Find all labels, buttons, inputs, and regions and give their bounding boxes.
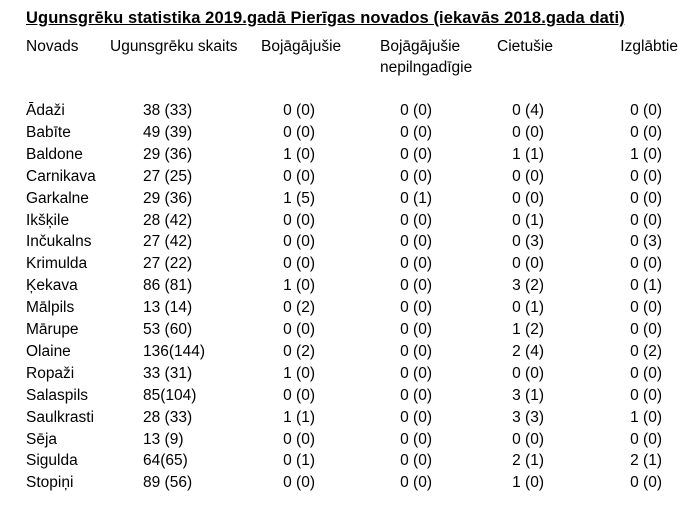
cell-ugunsgreku-skaits: 27 (42) bbox=[143, 233, 193, 251]
cell-izglabtie: 0 (0) bbox=[630, 364, 662, 382]
cell-ugunsgreku-skaits: 29 (36) bbox=[143, 189, 193, 207]
cell-izglabtie: 0 (0) bbox=[630, 211, 662, 229]
cell-bojagajusie: 0 (2) bbox=[283, 342, 315, 360]
cell-ugunsgreku-skaits: 49 (39) bbox=[143, 123, 193, 141]
cell-bojagajusie: 0 (1) bbox=[283, 452, 315, 470]
cell-cietusie: 2 (4) bbox=[512, 342, 544, 360]
cell-novads: Stopiņi bbox=[26, 474, 74, 492]
cell-izglabtie: 0 (2) bbox=[630, 342, 662, 360]
cell-novads: Mārupe bbox=[26, 321, 79, 338]
cell-novads: Ādaži bbox=[26, 102, 65, 119]
cell-bojagajusie: 0 (0) bbox=[283, 255, 315, 273]
cell-ugunsgreku-skaits: 89 (56) bbox=[143, 474, 193, 492]
cell-novads: Olaine bbox=[26, 342, 71, 360]
cell-izglabtie: 0 (0) bbox=[630, 321, 662, 338]
cell-bojagajusie: 0 (0) bbox=[283, 123, 315, 141]
cell-novads: Sigulda bbox=[26, 452, 78, 470]
table-row bbox=[0, 166, 700, 188]
table-row bbox=[0, 100, 700, 122]
cell-novads: Ikšķile bbox=[26, 211, 70, 229]
table-row bbox=[0, 188, 700, 210]
cell-ugunsgreku-skaits: 27 (25) bbox=[143, 167, 193, 185]
table-row bbox=[0, 450, 700, 472]
cell-novads: Sēja bbox=[26, 430, 58, 448]
cell-novads: Mālpils bbox=[26, 299, 75, 317]
cell-izglabtie: 2 (1) bbox=[630, 452, 662, 470]
cell-ugunsgreku-skaits: 53 (60) bbox=[143, 321, 193, 338]
cell-bojagajusie-nepilngadigie: 0 (0) bbox=[400, 102, 432, 119]
cell-novads: Baldone bbox=[26, 145, 83, 163]
cell-izglabtie: 0 (0) bbox=[630, 167, 662, 185]
cell-novads: Ķekava bbox=[26, 277, 78, 295]
cell-ugunsgreku-skaits: 29 (36) bbox=[143, 145, 193, 163]
cell-novads: Salaspils bbox=[26, 386, 89, 404]
cell-izglabtie: 0 (0) bbox=[630, 189, 662, 207]
table-row bbox=[0, 472, 700, 494]
cell-bojagajusie: 1 (0) bbox=[283, 277, 315, 295]
table-row bbox=[0, 144, 700, 166]
table-row bbox=[0, 385, 700, 407]
header-novads: Novads bbox=[26, 38, 79, 55]
cell-cietusie: 2 (1) bbox=[512, 452, 544, 470]
cell-novads: Ropaži bbox=[26, 364, 75, 382]
cell-bojagajusie-nepilngadigie: 0 (0) bbox=[400, 321, 432, 338]
cell-ugunsgreku-skaits: 85(104) bbox=[143, 386, 197, 404]
table-row bbox=[0, 297, 700, 319]
cell-ugunsgreku-skaits: 28 (42) bbox=[143, 211, 193, 229]
cell-izglabtie: 0 (0) bbox=[630, 102, 662, 119]
cell-bojagajusie: 1 (5) bbox=[283, 189, 315, 207]
cell-cietusie: 0 (1) bbox=[512, 299, 544, 317]
table-row bbox=[0, 363, 700, 385]
cell-bojagajusie-nepilngadigie: 0 (0) bbox=[400, 474, 432, 492]
cell-novads: Babīte bbox=[26, 123, 71, 141]
cell-bojagajusie-nepilngadigie: 0 (0) bbox=[400, 277, 432, 295]
cell-cietusie: 0 (0) bbox=[512, 255, 544, 273]
cell-bojagajusie-nepilngadigie: 0 (0) bbox=[400, 145, 432, 163]
cell-bojagajusie-nepilngadigie: 0 (0) bbox=[400, 233, 432, 251]
cell-bojagajusie-nepilngadigie: 0 (0) bbox=[400, 255, 432, 273]
cell-bojagajusie: 0 (0) bbox=[283, 167, 315, 185]
cell-cietusie: 0 (0) bbox=[512, 430, 544, 448]
table-row bbox=[0, 429, 700, 451]
cell-bojagajusie: 0 (0) bbox=[283, 102, 315, 119]
cell-cietusie: 0 (4) bbox=[512, 102, 544, 119]
cell-izglabtie: 0 (0) bbox=[630, 474, 662, 492]
cell-bojagajusie: 1 (0) bbox=[283, 364, 315, 382]
cell-cietusie: 0 (0) bbox=[512, 167, 544, 185]
cell-cietusie: 0 (0) bbox=[512, 123, 544, 141]
table-row bbox=[0, 253, 700, 275]
cell-bojagajusie: 0 (0) bbox=[283, 474, 315, 492]
cell-bojagajusie: 0 (0) bbox=[283, 430, 315, 448]
cell-cietusie: 3 (2) bbox=[512, 277, 544, 295]
cell-cietusie: 1 (2) bbox=[512, 321, 544, 338]
cell-bojagajusie: 0 (2) bbox=[283, 299, 315, 317]
cell-bojagajusie: 0 (0) bbox=[283, 386, 315, 404]
table-row bbox=[0, 275, 700, 297]
table-row bbox=[0, 407, 700, 429]
cell-izglabtie: 0 (0) bbox=[630, 430, 662, 448]
cell-novads: Saulkrasti bbox=[26, 408, 95, 426]
header-bojagajusie: Bojāgājušie bbox=[261, 38, 342, 55]
cell-bojagajusie: 0 (0) bbox=[283, 211, 315, 229]
cell-ugunsgreku-skaits: 136(144) bbox=[143, 342, 206, 360]
header-bojagajusie-nepilngadigie bbox=[380, 36, 472, 78]
header-bojagajusie-nepilngadigie-line2: nepilngadīgie bbox=[380, 59, 473, 76]
cell-cietusie: 0 (0) bbox=[512, 189, 544, 207]
cell-izglabtie: 0 (0) bbox=[630, 123, 662, 141]
cell-novads: Garkalne bbox=[26, 189, 89, 207]
cell-bojagajusie-nepilngadigie: 0 (0) bbox=[400, 386, 432, 404]
cell-izglabtie: 0 (1) bbox=[630, 277, 662, 295]
cell-cietusie: 1 (1) bbox=[512, 145, 544, 163]
cell-ugunsgreku-skaits: 28 (33) bbox=[143, 408, 193, 426]
cell-bojagajusie-nepilngadigie: 0 (0) bbox=[400, 408, 432, 426]
cell-bojagajusie-nepilngadigie: 0 (0) bbox=[400, 211, 432, 229]
cell-ugunsgreku-skaits: 64(65) bbox=[143, 452, 188, 470]
page-title: Ugunsgrēku statistika 2019.gadā Pierīgas novados (iekavās 2018.gada dati) bbox=[26, 9, 625, 27]
header-bojagajusie-nepilngadigie-line1: Bojāgājušie bbox=[380, 38, 461, 55]
header-cietusie: Cietušie bbox=[497, 38, 553, 55]
cell-cietusie: 0 (1) bbox=[512, 211, 544, 229]
cell-novads: Inčukalns bbox=[26, 233, 92, 251]
cell-bojagajusie-nepilngadigie: 0 (0) bbox=[400, 167, 432, 185]
cell-bojagajusie: 1 (0) bbox=[283, 145, 315, 163]
cell-bojagajusie-nepilngadigie: 0 (0) bbox=[400, 299, 432, 317]
cell-cietusie: 0 (3) bbox=[512, 233, 544, 251]
cell-cietusie: 0 (0) bbox=[512, 364, 544, 382]
cell-ugunsgreku-skaits: 27 (22) bbox=[143, 255, 193, 273]
cell-izglabtie: 0 (0) bbox=[630, 299, 662, 317]
cell-ugunsgreku-skaits: 86 (81) bbox=[143, 277, 193, 295]
cell-bojagajusie-nepilngadigie: 0 (1) bbox=[400, 189, 432, 207]
cell-cietusie: 3 (1) bbox=[512, 386, 544, 404]
cell-bojagajusie-nepilngadigie: 0 (0) bbox=[400, 364, 432, 382]
cell-ugunsgreku-skaits: 13 (9) bbox=[143, 430, 184, 448]
cell-ugunsgreku-skaits: 38 (33) bbox=[143, 102, 193, 119]
table-row bbox=[0, 231, 700, 253]
cell-izglabtie: 1 (0) bbox=[630, 145, 662, 163]
cell-izglabtie: 0 (0) bbox=[630, 386, 662, 404]
header-izglabtie: Izglābtie bbox=[620, 38, 678, 55]
cell-bojagajusie-nepilngadigie: 0 (0) bbox=[400, 342, 432, 360]
table-row bbox=[0, 341, 700, 363]
cell-bojagajusie-nepilngadigie: 0 (0) bbox=[400, 123, 432, 141]
cell-izglabtie: 0 (3) bbox=[630, 233, 662, 251]
cell-bojagajusie: 1 (1) bbox=[283, 408, 315, 426]
cell-bojagajusie-nepilngadigie: 0 (0) bbox=[400, 452, 432, 470]
table-row bbox=[0, 210, 700, 232]
cell-cietusie: 3 (3) bbox=[512, 408, 544, 426]
cell-ugunsgreku-skaits: 13 (14) bbox=[143, 299, 193, 317]
cell-ugunsgreku-skaits: 33 (31) bbox=[143, 364, 193, 382]
cell-novads: Krimulda bbox=[26, 255, 88, 273]
table-row bbox=[0, 122, 700, 144]
cell-bojagajusie: 0 (0) bbox=[283, 321, 315, 338]
cell-izglabtie: 0 (0) bbox=[630, 255, 662, 273]
cell-novads: Carnikava bbox=[26, 167, 96, 185]
header-ugunsgreku-skaits: Ugunsgrēku skaits bbox=[110, 38, 238, 55]
cell-bojagajusie: 0 (0) bbox=[283, 233, 315, 251]
cell-cietusie: 1 (0) bbox=[512, 474, 544, 492]
cell-bojagajusie-nepilngadigie: 0 (0) bbox=[400, 430, 432, 448]
table-row bbox=[0, 319, 700, 341]
cell-izglabtie: 1 (0) bbox=[630, 408, 662, 426]
